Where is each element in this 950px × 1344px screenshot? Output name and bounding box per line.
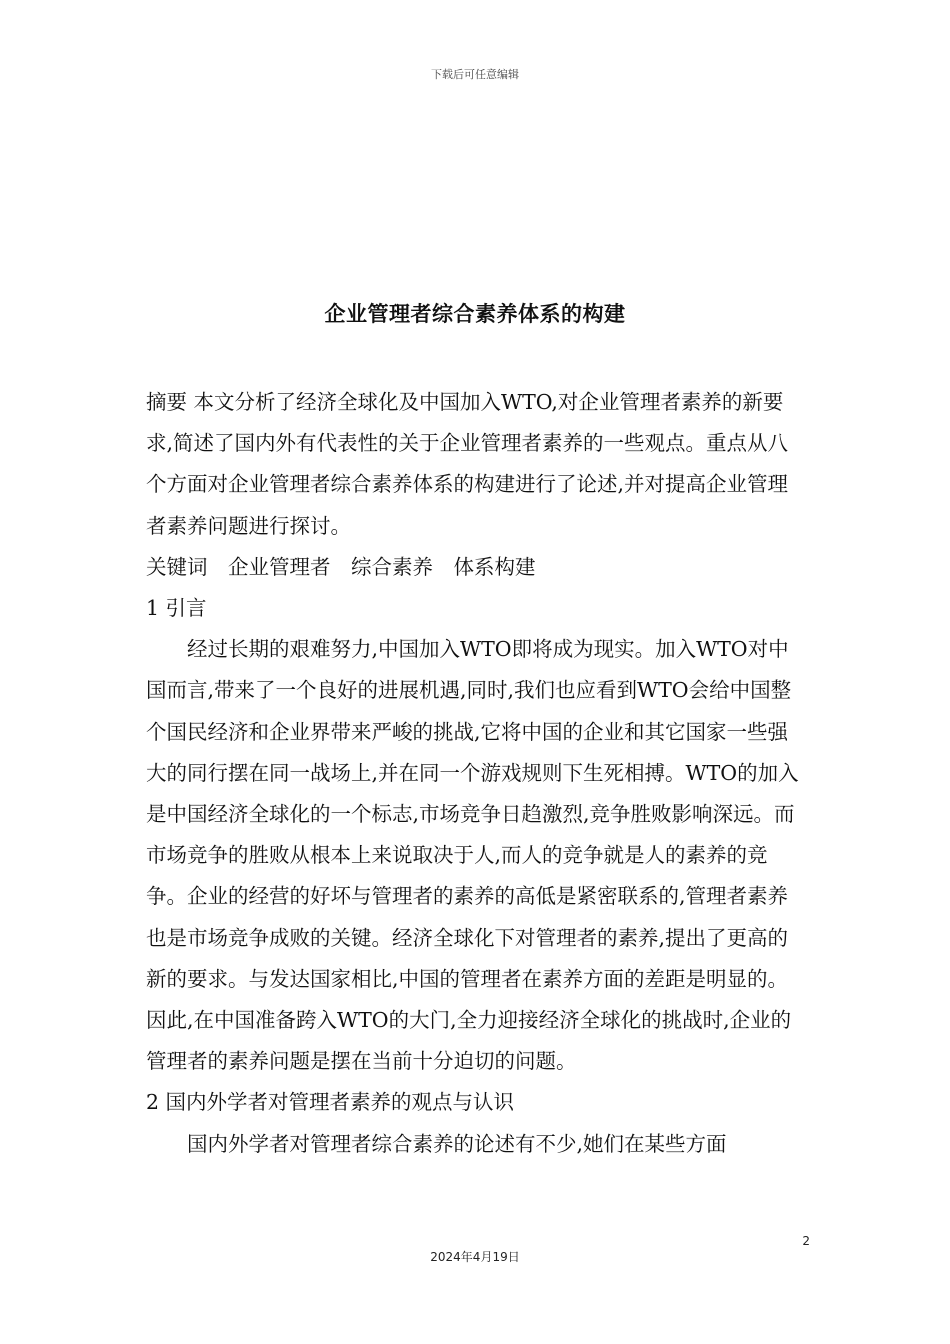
page-number: 2: [802, 1234, 810, 1248]
section-1-heading: 1 引言: [146, 596, 207, 621]
keyword-item: 体系构建: [453, 554, 536, 579]
section-2-heading: 2 国内外学者对管理者素养的观点与认识: [146, 1090, 515, 1115]
section-2-paragraph: 国内外学者对管理者综合素养的论述有不少,她们在某些方面: [187, 1131, 727, 1156]
page-footer-date: 2024年4月19日: [430, 1250, 520, 1264]
keyword-item: 综合素养: [351, 554, 433, 579]
keywords-label: 关键词: [146, 554, 208, 579]
section-1-paragraph: 经过长期的艰难努力,中国加入WTO即将成为现实。加入WTO对中国而言,带来了一个良好的进展机遇,同时,我们也应看到WTO会给中国整个国民经济和企业界带来严峻的挑战,它将中国的企业和其它国家一些强大的同行摆在同一战场上,并在同一个游戏规则下生死相搏。WTO的加入是中国经济全球化的一个标志,市场竞争日趋激烈,竞争胜败影响深远。而市场竞争的胜败从根本上来说取决于人,而人的竞争就是人的素养的竞争。企业的经营的好坏与管理者的素养的高低是紧密联系的,管理者素养也是市场竞争成败的关键。经济全球化下对管理者的素养,提出了更高的新的要求。与发达国家相比,中国的管理者在素养方面的差距是明显的。因此,在中国准备跨入WTO的大门,全力迎接经济全球化的挑战时,企业的管理者的素养问题是摆在当前十分迫切的问题。: [146, 637, 799, 1074]
abstract-paragraph: 摘要 本文分析了经济全球化及中国加入WTO,对企业管理者素养的新要求,简述了国内外有代表性的关于企业管理者素养的一些观点。重点从八个方面对企业管理者综合素养体系的构建进行了论述,并对提高企业管理者素养问题进行探讨。: [146, 390, 789, 538]
document-body: [146, 382, 806, 1165]
page-header-note: 下载后可任意编辑: [431, 68, 519, 81]
keyword-item: 企业管理者: [228, 554, 331, 579]
keywords-line: [146, 547, 806, 588]
document-title: 企业管理者综合素养体系的构建: [324, 302, 626, 326]
